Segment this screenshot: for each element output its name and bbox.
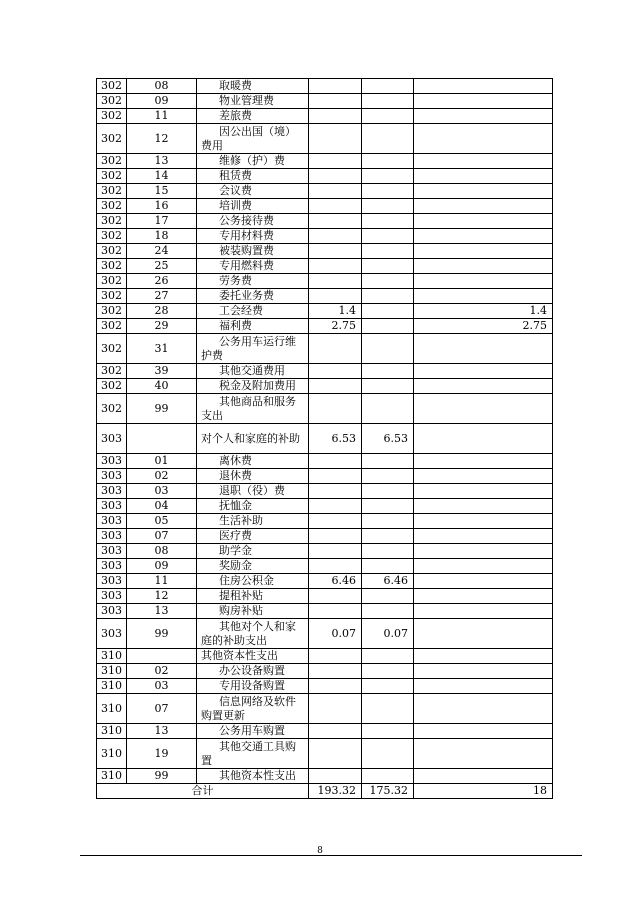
- item-name: 其他资本性支出: [197, 769, 309, 784]
- class-code: 310: [97, 694, 127, 724]
- item-name: 租赁费: [197, 169, 309, 184]
- item-code: [127, 424, 197, 454]
- item-name: 其他交通工具购置: [197, 739, 309, 769]
- basic-amount: [362, 544, 414, 559]
- project-amount: 1.4: [414, 304, 553, 319]
- item-code: 31: [127, 334, 197, 364]
- basic-amount: [362, 589, 414, 604]
- project-amount: [414, 184, 553, 199]
- total-amount: [309, 529, 362, 544]
- total-amount: 193.32: [309, 784, 362, 799]
- class-code: 310: [97, 724, 127, 739]
- table-row: [97, 379, 553, 394]
- project-amount: [414, 544, 553, 559]
- table-row: [97, 679, 553, 694]
- class-code: 302: [97, 244, 127, 259]
- project-amount: [414, 649, 553, 664]
- project-amount: [414, 244, 553, 259]
- table-row: [97, 589, 553, 604]
- total-amount: [309, 94, 362, 109]
- total-amount: [309, 244, 362, 259]
- class-code: 302: [97, 79, 127, 94]
- project-amount: [414, 454, 553, 469]
- table-row: [97, 79, 553, 94]
- class-code: 303: [97, 529, 127, 544]
- basic-amount: [362, 484, 414, 499]
- project-amount: [414, 289, 553, 304]
- item-name: 办公设备购置: [197, 664, 309, 679]
- project-amount: [414, 199, 553, 214]
- item-code: 03: [127, 484, 197, 499]
- table-row: [97, 289, 553, 304]
- total-amount: [309, 274, 362, 289]
- total-amount: [309, 739, 362, 769]
- class-code: 302: [97, 199, 127, 214]
- project-amount: [414, 589, 553, 604]
- total-amount: [309, 544, 362, 559]
- basic-amount: 6.46: [362, 574, 414, 589]
- total-amount: [309, 154, 362, 169]
- total-project: 18: [414, 784, 553, 799]
- total-amount: [309, 214, 362, 229]
- basic-amount: [362, 559, 414, 574]
- total-amount: [309, 364, 362, 379]
- table-body: [97, 79, 553, 784]
- item-code: 27: [127, 289, 197, 304]
- item-code: 02: [127, 664, 197, 679]
- item-name: 工会经费: [197, 304, 309, 319]
- table-row: [97, 739, 553, 769]
- total-amount: [309, 454, 362, 469]
- project-amount: [414, 394, 553, 424]
- class-code: 302: [97, 94, 127, 109]
- class-code: 303: [97, 424, 127, 454]
- project-amount: [414, 79, 553, 94]
- item-name: 被装购置费: [197, 244, 309, 259]
- class-code: 302: [97, 394, 127, 424]
- table-row: [97, 124, 553, 154]
- item-name: 生活补助: [197, 514, 309, 529]
- basic-amount: [362, 154, 414, 169]
- class-code: 302: [97, 379, 127, 394]
- project-amount: [414, 214, 553, 229]
- item-code: 24: [127, 244, 197, 259]
- total-amount: 0.07: [309, 619, 362, 649]
- item-code: 09: [127, 94, 197, 109]
- project-amount: [414, 169, 553, 184]
- table-row: [97, 154, 553, 169]
- table-row: [97, 604, 553, 619]
- expenditure-table: [96, 78, 553, 799]
- item-code: 39: [127, 364, 197, 379]
- table-row: [97, 364, 553, 379]
- basic-amount: [362, 109, 414, 124]
- class-code: 310: [97, 679, 127, 694]
- item-code: 04: [127, 499, 197, 514]
- table-row: [97, 559, 553, 574]
- item-name: 提租补贴: [197, 589, 309, 604]
- basic-amount: [362, 304, 414, 319]
- item-code: 99: [127, 769, 197, 784]
- class-code: 302: [97, 289, 127, 304]
- basic-amount: [362, 229, 414, 244]
- item-code: 25: [127, 259, 197, 274]
- item-name: 公务用车购置: [197, 724, 309, 739]
- table-row: [97, 199, 553, 214]
- project-amount: [414, 364, 553, 379]
- total-amount: [309, 649, 362, 664]
- basic-amount: [362, 244, 414, 259]
- table-row: [97, 244, 553, 259]
- basic-amount: [362, 334, 414, 364]
- item-code: 08: [127, 544, 197, 559]
- table-row: [97, 214, 553, 229]
- project-amount: [414, 259, 553, 274]
- table-row: [97, 109, 553, 124]
- table-row: [97, 94, 553, 109]
- basic-amount: [362, 679, 414, 694]
- item-name: 取暖费: [197, 79, 309, 94]
- project-amount: [414, 469, 553, 484]
- total-amount: [309, 559, 362, 574]
- total-amount: [309, 499, 362, 514]
- project-amount: [414, 664, 553, 679]
- class-code: 302: [97, 364, 127, 379]
- table-row: [97, 499, 553, 514]
- table-row: [97, 514, 553, 529]
- project-amount: [414, 154, 553, 169]
- total-amount: [309, 124, 362, 154]
- project-amount: [414, 124, 553, 154]
- basic-amount: [362, 274, 414, 289]
- project-amount: [414, 274, 553, 289]
- table-row: [97, 454, 553, 469]
- class-code: 310: [97, 769, 127, 784]
- basic-amount: 0.07: [362, 619, 414, 649]
- basic-amount: [362, 289, 414, 304]
- item-code: 29: [127, 319, 197, 334]
- item-name: 物业管理费: [197, 94, 309, 109]
- basic-amount: [362, 259, 414, 274]
- project-amount: [414, 739, 553, 769]
- project-amount: [414, 109, 553, 124]
- project-amount: [414, 529, 553, 544]
- class-code: 310: [97, 649, 127, 664]
- project-amount: [414, 619, 553, 649]
- table-row: [97, 319, 553, 334]
- total-amount: [309, 79, 362, 94]
- project-amount: [414, 604, 553, 619]
- item-code: 17: [127, 214, 197, 229]
- table-row: [97, 394, 553, 424]
- class-code: 302: [97, 169, 127, 184]
- item-name: 福利费: [197, 319, 309, 334]
- total-amount: [309, 589, 362, 604]
- basic-amount: [362, 694, 414, 724]
- item-code: 19: [127, 739, 197, 769]
- total-amount: [309, 724, 362, 739]
- table-row: [97, 574, 553, 589]
- total-amount: [309, 229, 362, 244]
- item-code: 26: [127, 274, 197, 289]
- table-row: [97, 184, 553, 199]
- item-code: 01: [127, 454, 197, 469]
- table-row: [97, 724, 553, 739]
- item-code: 99: [127, 619, 197, 649]
- total-amount: [309, 394, 362, 424]
- item-name: 抚恤金: [197, 499, 309, 514]
- basic-amount: [362, 379, 414, 394]
- item-name: 离休费: [197, 454, 309, 469]
- class-code: 302: [97, 229, 127, 244]
- basic-amount: [362, 724, 414, 739]
- total-amount: [309, 469, 362, 484]
- basic-amount: [362, 649, 414, 664]
- table-row: [97, 544, 553, 559]
- item-name: 专用燃料费: [197, 259, 309, 274]
- item-code: 13: [127, 724, 197, 739]
- total-amount: [309, 769, 362, 784]
- class-code: 303: [97, 514, 127, 529]
- basic-amount: [362, 454, 414, 469]
- item-code: 07: [127, 694, 197, 724]
- class-code: 303: [97, 589, 127, 604]
- total-amount: 1.4: [309, 304, 362, 319]
- item-code: 18: [127, 229, 197, 244]
- class-code: 302: [97, 319, 127, 334]
- item-name: 奖励金: [197, 559, 309, 574]
- item-name: 专用材料费: [197, 229, 309, 244]
- basic-amount: [362, 529, 414, 544]
- item-name: 公务用车运行维护费: [197, 334, 309, 364]
- class-code: 303: [97, 619, 127, 649]
- item-code: 05: [127, 514, 197, 529]
- project-amount: [414, 229, 553, 244]
- item-code: 08: [127, 79, 197, 94]
- total-row: [97, 784, 553, 799]
- total-amount: [309, 484, 362, 499]
- class-code: 303: [97, 469, 127, 484]
- basic-amount: [362, 319, 414, 334]
- basic-amount: [362, 739, 414, 769]
- table-row: [97, 694, 553, 724]
- class-code: 303: [97, 454, 127, 469]
- item-name: 购房补贴: [197, 604, 309, 619]
- page-number: 8: [317, 846, 323, 856]
- item-code: 12: [127, 124, 197, 154]
- total-amount: [309, 664, 362, 679]
- class-code: 302: [97, 124, 127, 154]
- table-row: [97, 169, 553, 184]
- table-row: [97, 664, 553, 679]
- item-name: 退职（役）费: [197, 484, 309, 499]
- total-label: 合计: [97, 784, 309, 799]
- total-amount: [309, 514, 362, 529]
- table-row: [97, 469, 553, 484]
- basic-amount: [362, 514, 414, 529]
- table-row: [97, 334, 553, 364]
- item-code: 16: [127, 199, 197, 214]
- table-row: [97, 304, 553, 319]
- table-row: [97, 424, 553, 454]
- table-row: [97, 649, 553, 664]
- item-name: 维修（护）费: [197, 154, 309, 169]
- item-name: 对个人和家庭的补助: [197, 424, 309, 454]
- class-code: 302: [97, 214, 127, 229]
- item-name: 其他对个人和家庭的补助支出: [197, 619, 309, 649]
- project-amount: [414, 574, 553, 589]
- class-code: 302: [97, 334, 127, 364]
- item-code: [127, 649, 197, 664]
- class-code: 303: [97, 499, 127, 514]
- item-name: 助学金: [197, 544, 309, 559]
- project-amount: [414, 424, 553, 454]
- project-amount: [414, 724, 553, 739]
- class-code: 303: [97, 574, 127, 589]
- project-amount: 2.75: [414, 319, 553, 334]
- class-code: 303: [97, 484, 127, 499]
- item-code: 11: [127, 109, 197, 124]
- item-name: 税金及附加费用: [197, 379, 309, 394]
- basic-amount: [362, 394, 414, 424]
- item-code: 07: [127, 529, 197, 544]
- project-amount: [414, 94, 553, 109]
- item-name: 委托业务费: [197, 289, 309, 304]
- total-amount: 2.75: [309, 319, 362, 334]
- total-basic: 175.32: [362, 784, 414, 799]
- basic-amount: [362, 604, 414, 619]
- item-code: 28: [127, 304, 197, 319]
- class-code: 302: [97, 259, 127, 274]
- total-amount: [309, 694, 362, 724]
- basic-amount: [362, 499, 414, 514]
- item-code: 40: [127, 379, 197, 394]
- item-name: 公务接待费: [197, 214, 309, 229]
- item-code: 15: [127, 184, 197, 199]
- class-code: 303: [97, 559, 127, 574]
- class-code: 303: [97, 604, 127, 619]
- item-code: 12: [127, 589, 197, 604]
- basic-amount: [362, 124, 414, 154]
- item-code: 11: [127, 574, 197, 589]
- item-code: 03: [127, 679, 197, 694]
- project-amount: [414, 559, 553, 574]
- class-code: 303: [97, 544, 127, 559]
- table-row: [97, 229, 553, 244]
- basic-amount: [362, 184, 414, 199]
- item-name: 因公出国（境）费用: [197, 124, 309, 154]
- basic-amount: [362, 169, 414, 184]
- item-code: 13: [127, 604, 197, 619]
- basic-amount: [362, 199, 414, 214]
- table-row: [97, 484, 553, 499]
- total-amount: [309, 379, 362, 394]
- class-code: 310: [97, 664, 127, 679]
- basic-amount: [362, 664, 414, 679]
- total-amount: 6.46: [309, 574, 362, 589]
- basic-amount: 6.53: [362, 424, 414, 454]
- total-amount: [309, 184, 362, 199]
- project-amount: [414, 499, 553, 514]
- class-code: 302: [97, 154, 127, 169]
- basic-amount: [362, 769, 414, 784]
- total-amount: [309, 289, 362, 304]
- item-name: 差旅费: [197, 109, 309, 124]
- item-name: 其他交通费用: [197, 364, 309, 379]
- table-row: [97, 274, 553, 289]
- total-amount: [309, 109, 362, 124]
- item-name: 医疗费: [197, 529, 309, 544]
- basic-amount: [362, 214, 414, 229]
- project-amount: [414, 769, 553, 784]
- item-name: 退休费: [197, 469, 309, 484]
- item-name: 会议费: [197, 184, 309, 199]
- item-name: 其他资本性支出: [197, 649, 309, 664]
- project-amount: [414, 514, 553, 529]
- class-code: 310: [97, 739, 127, 769]
- item-name: 培训费: [197, 199, 309, 214]
- project-amount: [414, 334, 553, 364]
- project-amount: [414, 694, 553, 724]
- table-row: [97, 619, 553, 649]
- total-amount: [309, 334, 362, 364]
- basic-amount: [362, 94, 414, 109]
- total-amount: [309, 169, 362, 184]
- table-row: [97, 769, 553, 784]
- total-amount: [309, 679, 362, 694]
- project-amount: [414, 484, 553, 499]
- class-code: 302: [97, 109, 127, 124]
- item-name: 其他商品和服务支出: [197, 394, 309, 424]
- item-code: 02: [127, 469, 197, 484]
- total-amount: [309, 604, 362, 619]
- item-code: 99: [127, 394, 197, 424]
- class-code: 302: [97, 274, 127, 289]
- item-name: 劳务费: [197, 274, 309, 289]
- basic-amount: [362, 364, 414, 379]
- footer-rule: [80, 855, 582, 856]
- basic-amount: [362, 79, 414, 94]
- basic-amount: [362, 469, 414, 484]
- table-row: [97, 529, 553, 544]
- project-amount: [414, 379, 553, 394]
- class-code: 302: [97, 184, 127, 199]
- total-amount: [309, 199, 362, 214]
- item-name: 信息网络及软件购置更新: [197, 694, 309, 724]
- table-row: [97, 259, 553, 274]
- item-code: 13: [127, 154, 197, 169]
- total-amount: 6.53: [309, 424, 362, 454]
- item-name: 住房公积金: [197, 574, 309, 589]
- item-code: 14: [127, 169, 197, 184]
- class-code: 302: [97, 304, 127, 319]
- item-code: 09: [127, 559, 197, 574]
- item-name: 专用设备购置: [197, 679, 309, 694]
- total-amount: [309, 259, 362, 274]
- project-amount: [414, 679, 553, 694]
